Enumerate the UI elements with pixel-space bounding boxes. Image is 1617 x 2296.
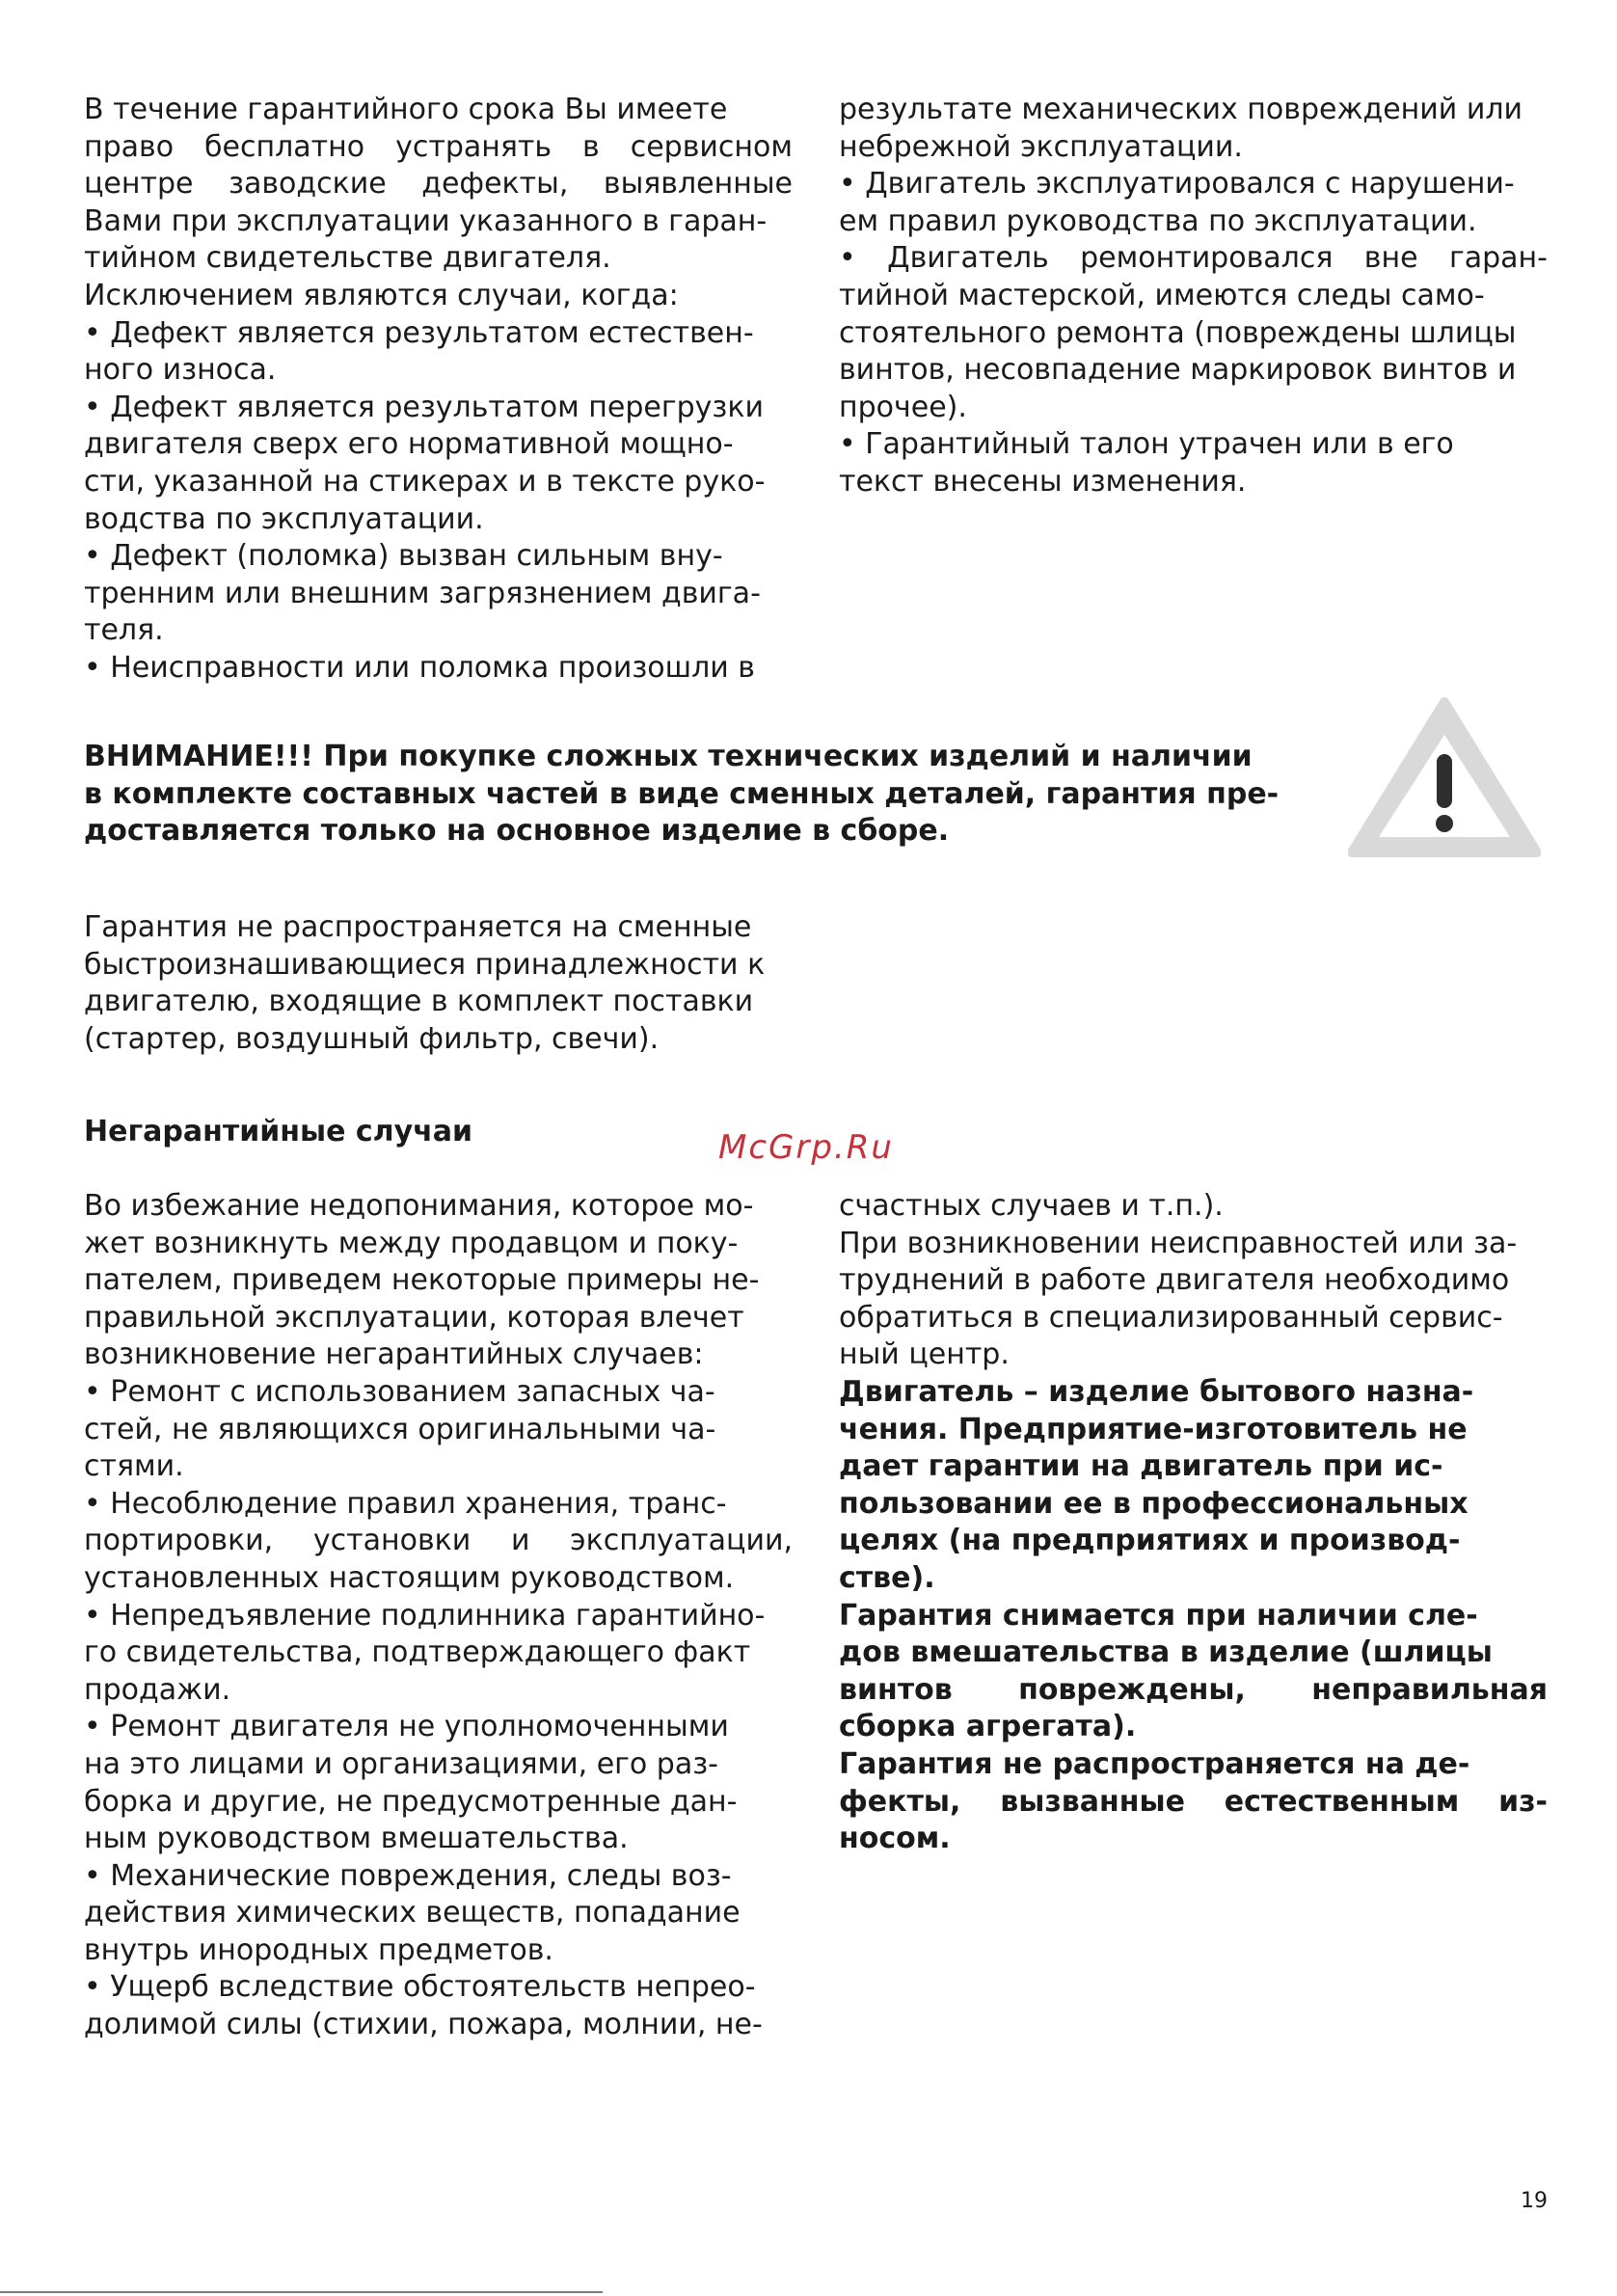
text-line: Во избежание недопонимания, которое мо- bbox=[84, 1189, 754, 1223]
text-line: ным руководством вмешательства. bbox=[84, 1822, 629, 1856]
text-line: тренним или внешним загрязнением двига- bbox=[84, 576, 761, 610]
text-line: внутрь инородных предметов. bbox=[84, 1932, 553, 1967]
text-line: • Механические повреждения, следы воз- bbox=[84, 1858, 732, 1893]
warning-line: доставляется только на основное изделие в сборе. bbox=[84, 814, 950, 849]
text-line: фекты, вызванные естественным из- bbox=[839, 1784, 1548, 1819]
text-line: установленных настоящим руководством. bbox=[84, 1560, 735, 1595]
text-line: водства по эксплуатации. bbox=[84, 501, 484, 536]
text-line: стями. bbox=[84, 1449, 184, 1484]
text-line: винтов повреждены, неправильная bbox=[839, 1672, 1548, 1707]
text-line: винтов, несовпадение маркировок винтов и bbox=[839, 353, 1517, 388]
bottom-left-column bbox=[84, 1188, 793, 2044]
text-line: • Дефект является результатом естествен- bbox=[84, 315, 754, 350]
text-line: дает гарантии на двигатель при ис- bbox=[839, 1449, 1443, 1484]
text-line: (стартер, воздушный фильтр, свечи). bbox=[84, 1021, 660, 1056]
text-line: пользовании ее в профессиональных bbox=[839, 1486, 1469, 1521]
text-line: • Ремонт двигателя не уполномоченными bbox=[84, 1710, 729, 1744]
text-line: • Дефект (поломка) вызван сильным вну- bbox=[84, 539, 723, 574]
text-line: право бесплатно устранять в сервисном bbox=[84, 129, 793, 164]
warning-triangle-icon bbox=[1348, 696, 1541, 858]
text-line: ем правил руководства по эксплуатации. bbox=[839, 203, 1477, 238]
text-line: результате механических повреждений или bbox=[839, 93, 1523, 126]
text-line: тийной мастерской, имеются следы само- bbox=[839, 278, 1485, 312]
text-line: ного износа. bbox=[84, 353, 277, 388]
top-right-column bbox=[839, 92, 1548, 501]
text-line: • Несоблюдение правил хранения, транс- bbox=[84, 1486, 727, 1521]
text-line: продажи. bbox=[84, 1672, 231, 1707]
text-line: центре заводские дефекты, выявленные bbox=[84, 167, 793, 202]
text-line: Двигатель – изделие бытового назна- bbox=[839, 1374, 1474, 1409]
text-line: сборка агрегата). bbox=[839, 1710, 1137, 1744]
text-line: стве). bbox=[839, 1560, 935, 1595]
text-line: сти, указанной на стикерах и в тексте руко- bbox=[84, 464, 766, 499]
text-line: • Ремонт с использованием запасных ча- bbox=[84, 1374, 715, 1409]
warning-line: в комплекте составных частей в виде сменных деталей, гарантия пре- bbox=[84, 776, 1280, 811]
text-line: При возникновении неисправностей или за- bbox=[839, 1226, 1518, 1260]
text-line: возникновение негарантийных случаев: bbox=[84, 1337, 704, 1372]
text-line: небрежной эксплуатации. bbox=[839, 129, 1243, 164]
text-line: носом. bbox=[839, 1822, 951, 1856]
text-line: труднений в работе двигателя необходимо bbox=[839, 1263, 1510, 1298]
text-line: Вами при эксплуатации указанного в гаран- bbox=[84, 203, 768, 238]
text-line: Гарантия не распространяется на де- bbox=[839, 1746, 1470, 1781]
text-line: действия химических веществ, попадание bbox=[84, 1896, 741, 1931]
text-line: двигателю, входящие в комплект поставки bbox=[84, 985, 754, 1019]
text-line: Гарантия снимается при наличии сле- bbox=[839, 1598, 1478, 1633]
text-line: ный центр. bbox=[839, 1337, 1010, 1372]
page-number: 19 bbox=[1521, 2189, 1548, 2213]
text-line: пателем, приведем некоторые примеры не- bbox=[84, 1263, 760, 1298]
text-line: • Гарантийный талон утрачен или в его bbox=[839, 427, 1454, 462]
text-line: стей, не являющихся оригинальными ча- bbox=[84, 1412, 716, 1446]
text-line: жет возникнуть между продавцом и поку- bbox=[84, 1226, 739, 1260]
accessories-paragraph bbox=[84, 909, 793, 1058]
bottom-divider bbox=[0, 2291, 603, 2293]
text-line: стоятельного ремонта (повреждены шлицы bbox=[839, 315, 1517, 350]
text-line: долимой силы (стихии, пожара, молнии, не- bbox=[84, 2008, 763, 2042]
text-line: быстроизнашивающиеся принадлежности к bbox=[84, 947, 766, 982]
text-line: прочее). bbox=[839, 390, 967, 424]
text-line: Исключением являются случаи, когда: bbox=[84, 278, 679, 312]
text-line: го свидетельства, подтверждающего факт bbox=[84, 1635, 751, 1670]
warning-line: ВНИМАНИЕ!!! При покупке сложных технических изделий и наличии bbox=[84, 740, 1253, 773]
text-line: обратиться в специализированный сервис- bbox=[839, 1300, 1503, 1335]
bottom-right-column bbox=[839, 1188, 1548, 1858]
text-line: Гарантия не распространяется на сменные bbox=[84, 910, 752, 944]
text-line: тийном свидетельстве двигателя. bbox=[84, 241, 611, 276]
watermark-link[interactable]: McGrp.Ru bbox=[718, 1128, 894, 1167]
text-line: • Двигатель эксплуатировался с нарушени- bbox=[839, 167, 1515, 202]
warning-notice bbox=[84, 739, 1361, 851]
text-line: • Непредъявление подлинника гарантийно- bbox=[84, 1598, 766, 1633]
text-line: теля. bbox=[84, 613, 164, 648]
text-line: дов вмешательства в изделие (шлицы bbox=[839, 1635, 1493, 1670]
text-line: чения. Предприятие-изготовитель не bbox=[839, 1412, 1468, 1446]
text-line: счастных случаев и т.п.). bbox=[839, 1189, 1224, 1223]
text-line: правильной эксплуатации, которая влечет bbox=[84, 1300, 744, 1335]
text-line: • Дефект является результатом перегрузки bbox=[84, 390, 764, 424]
section-heading: Негарантийные случаи bbox=[84, 1115, 473, 1148]
top-left-column bbox=[84, 92, 793, 688]
text-line: портировки, установки и эксплуатации, bbox=[84, 1524, 793, 1558]
text-line: текст внесены изменения. bbox=[839, 464, 1247, 499]
text-line: • Неисправности или поломка произошли в bbox=[84, 650, 755, 685]
text-line: на это лицами и организациями, его раз- bbox=[84, 1746, 719, 1781]
text-line: В течение гарантийного срока Вы имеете bbox=[84, 93, 728, 126]
text-line: двигателя сверх его нормативной мощно- bbox=[84, 427, 734, 462]
text-line: борка и другие, не предусмотренные дан- bbox=[84, 1784, 738, 1819]
text-line: • Ущерб вследствие обстоятельств непрео- bbox=[84, 1970, 756, 2005]
text-line: целях (на предприятиях и производ- bbox=[839, 1524, 1461, 1558]
text-line: • Двигатель ремонтировался вне гаран- bbox=[839, 241, 1548, 276]
